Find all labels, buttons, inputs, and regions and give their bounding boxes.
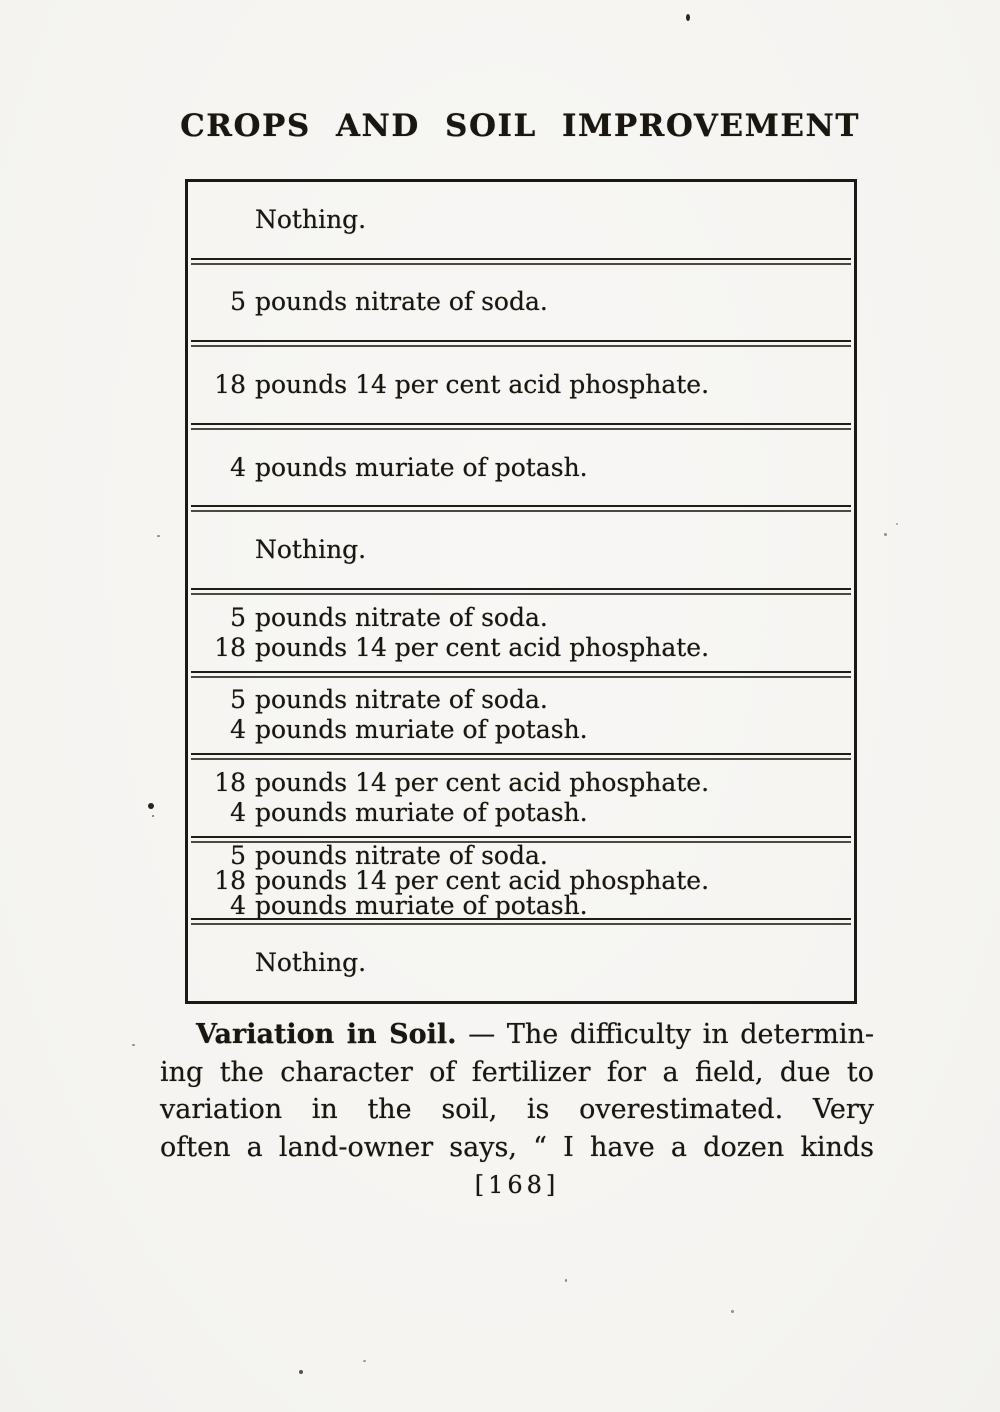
page-title: CROPS AND SOIL IMPROVEMENT [180,108,860,144]
table-row [188,843,854,919]
row-separator-double-rule [191,423,851,430]
row-separator-double-rule [191,753,851,760]
scan-speck [731,1310,734,1313]
scan-speck [565,1279,567,1282]
table-row [188,265,854,341]
treatment-text: Nothing. [255,204,367,234]
table-row [188,760,854,836]
table-row [188,595,854,671]
paragraph-lead-in: Variation in Soil. [196,1019,457,1050]
quantity-value: 18 [214,767,246,797]
scan-speck [363,1360,366,1362]
quantity-value: 18 [214,632,246,662]
treatment-text: pounds muriate of potash. [255,891,588,921]
treatment-text: pounds muriate of potash. [255,797,588,827]
scan-speck [148,803,154,809]
table-row [188,925,854,1001]
quantity-value: 18 [214,866,246,896]
table-row [188,430,854,506]
treatment-line [206,204,854,236]
quantity-value: 18 [214,369,246,399]
treatment-line [206,534,854,566]
table-row [188,678,854,754]
paragraph [160,1016,874,1166]
scan-speck [299,1370,303,1374]
row-separator-double-rule [191,258,851,265]
row-separator-double-rule [191,340,851,347]
treatment-line [206,947,854,979]
treatment-line [206,286,854,318]
scan-speck [896,523,898,525]
scan-speck [152,815,154,817]
quantity-value: 5 [230,685,246,715]
treatment-text: pounds 14 per cent acid phosphate. [255,767,710,797]
treatment-text: pounds 14 per cent acid phosphate. [255,369,710,399]
paragraph-line: variation in the soil, is overestimated. Very [160,1094,874,1125]
fertilizer-table [185,179,857,1004]
treatment-text: pounds nitrate of soda. [255,685,548,715]
row-separator-double-rule [191,505,851,512]
treatment-line [206,369,854,401]
paragraph-line: Variation in Soil. — The difficulty in determin- [196,1019,875,1050]
page-number: [168] [474,1171,560,1199]
treatment-text: Nothing. [255,535,367,565]
treatment-text: pounds muriate of potash. [255,452,588,482]
table-row [188,182,854,258]
paragraph-line: often a land-owner says, “ I have a dozen kinds [160,1131,874,1163]
quantity-value: 5 [230,841,246,871]
treatment-text: pounds 14 per cent acid phosphate. [255,632,710,662]
row-separator-double-rule [191,671,851,678]
treatment-line [206,798,854,828]
scan-speck [686,14,690,21]
scan-speck [157,535,160,537]
treatment-line [206,715,854,745]
table-row [188,512,854,588]
treatment-text: pounds nitrate of soda. [255,602,548,632]
treatment-line [206,866,854,896]
treatment-text: pounds 14 per cent acid phosphate. [255,866,710,896]
quantity-value: 5 [230,287,246,317]
row-separator-double-rule [191,918,851,925]
treatment-line [206,685,854,715]
quantity-value: 4 [230,715,246,745]
quantity-value: 4 [230,797,246,827]
treatment-text: pounds nitrate of soda. [255,287,548,317]
paragraph-line: ing the character of fertilizer for a field, due to [160,1056,874,1088]
treatment-text: pounds muriate of potash. [255,715,588,745]
treatment-line [206,891,854,921]
treatment-line [206,841,854,871]
scan-speck [132,1044,135,1046]
quantity-value: 4 [230,452,246,482]
row-separator-double-rule [191,588,851,595]
treatment-line [206,768,854,798]
scan-speck [884,533,887,536]
treatment-line [206,603,854,633]
treatment-text: pounds nitrate of soda. [255,841,548,871]
treatment-line [206,633,854,663]
quantity-value: 5 [230,602,246,632]
quantity-value: 4 [230,891,246,921]
treatment-text: Nothing. [255,948,367,978]
table-row [188,347,854,423]
treatment-line [206,452,854,484]
